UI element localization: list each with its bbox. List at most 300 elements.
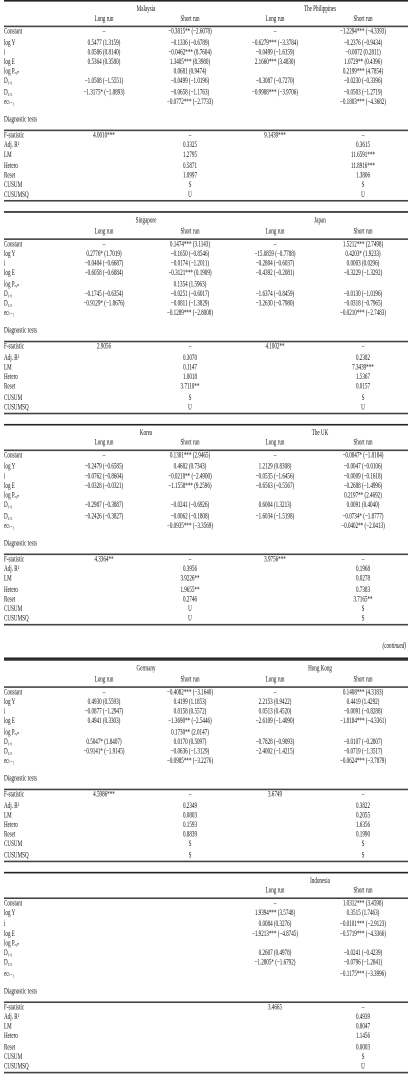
coef-cell: −1.1558*** (9.2596)	[168, 481, 212, 491]
diagnostic-heading: Diagnostic tests	[4, 767, 408, 791]
coef-row	[4, 299, 408, 309]
coef-row	[4, 38, 408, 48]
coef-cell: –	[273, 899, 277, 909]
col-short-run: Short run	[148, 674, 232, 686]
coef-row	[4, 687, 408, 698]
diag-label: LM	[4, 810, 12, 821]
diag-cell: U	[318, 191, 408, 202]
coef-cell: −0.2987 (−0.3887)	[84, 501, 124, 511]
coef-label: log Y	[4, 909, 16, 919]
col-short-run: Short run	[318, 227, 408, 239]
coef-row	[4, 97, 408, 107]
coef-cell: −0.0535 (−1.6456)	[255, 471, 295, 482]
coef-cell: −0.2688 (−1.4996)	[343, 481, 383, 491]
coef-cell: −0.0174 (−1.2011)	[170, 259, 210, 270]
coef-cell: 0.0586 (0.8140)	[87, 47, 121, 58]
diag-cell: –	[188, 790, 192, 801]
coef-cell: 0.4941 (0.3303)	[87, 717, 121, 727]
diagnostic-table	[4, 1003, 408, 1074]
coef-cell: 0.3515 (1.7463)	[346, 909, 380, 919]
coef-row	[4, 471, 408, 481]
diag-cell: 9.1439***	[264, 131, 286, 141]
coef-cell: −1.3690** (−2.5446)	[168, 717, 212, 727]
coef-cell: 0.5364 (0.3580)	[87, 57, 121, 68]
diag-cell: 3.9226**	[180, 574, 200, 585]
diag-cell	[60, 1052, 148, 1062]
coef-label: i	[4, 259, 6, 270]
coef-cell: −0.5719*** (−4.3366)	[339, 929, 387, 939]
diag-cell	[60, 575, 148, 585]
diag-cell	[60, 605, 148, 615]
diag-cell: –	[361, 790, 365, 801]
diag-cell	[232, 831, 318, 841]
coef-label: Constant	[4, 687, 23, 698]
diag-label: LM	[4, 362, 12, 373]
diag-cell: 0.7383	[355, 584, 370, 595]
coef-label: Constant	[4, 239, 23, 250]
diag-row	[4, 585, 408, 595]
diag-label: LM	[4, 151, 12, 161]
country-right: Japan	[232, 213, 408, 227]
coef-cell: –	[102, 451, 106, 462]
column-header-spacer	[4, 227, 60, 239]
diag-row	[4, 363, 408, 373]
coef-cell: −0.6279*** (−3.3784)	[251, 37, 299, 48]
diag-cell: 0.3325	[182, 141, 197, 151]
country-left: Singapore	[60, 213, 232, 227]
diag-cell: S	[148, 850, 232, 861]
diag-cell	[60, 161, 148, 171]
diag-label: Adj. R²	[4, 141, 20, 151]
coef-row	[4, 27, 408, 38]
diag-cell: S	[361, 840, 365, 851]
coef-label: log Y	[4, 249, 16, 260]
diag-cell	[232, 403, 318, 414]
diag-row	[4, 821, 408, 831]
diag-cell	[60, 373, 148, 383]
diag-label: Reset	[4, 382, 16, 393]
coef-cell	[232, 279, 318, 289]
diag-cell	[232, 1013, 318, 1023]
coef-cell: −0.0847* (−1.8184)	[342, 451, 384, 462]
coef-label: D₂,₁	[4, 511, 13, 521]
header-spacer	[4, 872, 60, 886]
coef-label: log E	[4, 717, 15, 727]
diagnostic-table	[4, 131, 408, 202]
coef-row	[4, 511, 408, 521]
diag-label: CUSUMSQ	[4, 403, 60, 414]
coef-cell	[60, 909, 148, 919]
coef-row	[4, 87, 408, 97]
coef-cell	[60, 521, 148, 531]
coef-cell: 1.0729** (0.4396)	[344, 57, 382, 68]
diag-row	[4, 831, 408, 841]
diagnostic-table	[4, 343, 408, 414]
coef-cell: −0.0251 (−0.6017)	[170, 289, 210, 299]
coef-cell	[232, 757, 318, 767]
coef-cell: −1.2805* (−1.6792)	[254, 958, 296, 969]
coef-cell: −1.6034 (−1.5198)	[255, 511, 295, 521]
coef-cell: –	[102, 687, 106, 698]
diag-cell	[60, 615, 148, 626]
coef-cell: −0.6563 (−0.5567)	[255, 481, 295, 491]
coef-row	[4, 929, 408, 939]
coef-cell: 0.2607 (0.4978)	[258, 948, 292, 959]
diag-row	[4, 161, 408, 171]
coef-label: ecₜ₋₁	[4, 521, 15, 531]
diag-cell	[60, 353, 148, 363]
diag-cell: S	[361, 180, 365, 191]
diag-cell	[232, 383, 318, 393]
coef-cell: −0.0734* (−1.8777)	[342, 511, 384, 521]
coef-cell: −0.1175*** (−3.3996)	[340, 968, 386, 979]
coef-cell: −0.3121*** (0.1909)	[168, 269, 212, 280]
panel-gap	[0, 414, 412, 424]
coef-cell: 0.0513 (0.4520)	[258, 707, 292, 717]
column-header-spacer	[4, 886, 60, 898]
coef-cell	[60, 899, 148, 910]
col-long-run: Long run	[60, 227, 148, 239]
coef-label: i	[4, 707, 6, 717]
diagnostic-heading: Diagnostic tests	[4, 979, 408, 1003]
col-empty	[60, 886, 148, 898]
diag-row	[4, 1042, 408, 1052]
diag-cell: 1.2795	[182, 151, 197, 161]
country-left: Malaysia	[60, 1, 232, 15]
diag-cell: –	[361, 554, 365, 565]
diag-cell	[148, 1023, 232, 1033]
diag-label: CUSUMSQ	[4, 615, 60, 626]
diag-cell	[232, 850, 318, 861]
coef-label: D₂,₁	[4, 958, 13, 969]
coef-cell: 1.0312*** (3.4598)	[342, 899, 384, 909]
coef-cell	[148, 969, 232, 979]
coef-cell: −0.0877 (−1.2947)	[84, 707, 124, 717]
coef-cell: 0.0681 (0.9474)	[173, 67, 207, 78]
coef-cell	[60, 279, 148, 289]
coef-cell: 0.0170 (0.5097)	[173, 737, 207, 747]
col-long-run: Long run	[232, 886, 318, 898]
diag-cell	[60, 1013, 148, 1023]
coef-cell: −0.0658 (−1.1763)	[170, 87, 210, 97]
diag-cell: 4.5986***	[93, 790, 115, 801]
coef-cell: −0.0218** (−2.4900)	[168, 471, 212, 482]
coef-row	[4, 717, 408, 727]
diag-row	[4, 1013, 408, 1023]
diag-label: F-statistic	[4, 131, 25, 141]
coef-cell: 0.4682 (0.7343)	[173, 461, 207, 472]
country-left: Korea	[60, 425, 232, 439]
diagnostic-heading: Diagnostic tests	[4, 531, 408, 555]
diag-label: Adj. R²	[4, 564, 20, 575]
continued-note: (continued)	[382, 642, 406, 652]
coef-cell	[60, 929, 148, 939]
coef-cell: −2.6109 (−1.4090)	[255, 717, 295, 727]
diag-cell: 3.7165**	[353, 594, 373, 605]
column-header-row	[4, 886, 408, 898]
diag-cell: 11.6591***	[350, 151, 375, 161]
coef-label: log Pₑ,ₙ	[4, 491, 20, 501]
column-header-row	[4, 674, 408, 686]
coef-cell: −0.0107 (−0.2807)	[343, 737, 383, 747]
coef-cell: −0.1289*** (−2.8008)	[166, 309, 214, 319]
diag-cell: 7.3439***	[352, 362, 374, 373]
diag-cell: S	[361, 1052, 365, 1062]
coef-cell: −0.1650 (−0.8546)	[170, 249, 210, 260]
diag-label: Hetero	[4, 820, 18, 831]
coef-cell	[318, 279, 408, 289]
coef-cell: −0.9141* (−1.9145)	[83, 747, 125, 757]
diag-cell	[60, 393, 148, 403]
coef-cell: −0.0230 (−0.3396)	[343, 77, 383, 88]
coef-cell: −0.9129* (−1.8676)	[83, 299, 125, 309]
coef-cell: −0.2804 (−0.6037)	[255, 259, 295, 270]
diag-cell: –	[188, 554, 192, 565]
diag-cell: U	[318, 1062, 408, 1073]
coef-label: log E	[4, 929, 15, 939]
country-header-row	[4, 872, 408, 886]
coef-cell: −1.9213*** (−4.8745)	[251, 929, 299, 939]
coef-cell: 0.4419 (1.4292)	[346, 697, 380, 708]
coef-cell: −0.1803*** (−4.3682)	[339, 97, 387, 107]
diag-row	[4, 353, 408, 363]
diag-cell: 0.8047	[355, 1022, 370, 1033]
diag-label: CUSUM	[4, 1052, 23, 1062]
coefficient-table	[4, 212, 408, 319]
diag-cell: 0.3956	[182, 564, 197, 575]
diag-cell: –	[361, 343, 365, 353]
coef-label: D₂,₁	[4, 299, 13, 309]
coef-row	[4, 58, 408, 68]
coef-label: log Pₑ,ₙ	[4, 727, 20, 737]
diag-row	[4, 840, 408, 850]
diag-cell: 0.2349	[182, 800, 197, 811]
coef-cell: −0.0241 (−0.4239)	[343, 948, 383, 959]
diag-label: Hetero	[4, 160, 18, 171]
coef-label: ecₜ₋₁	[4, 309, 15, 319]
diag-cell	[60, 171, 148, 181]
diag-cell	[232, 1062, 318, 1073]
diag-cell: 0.2382	[355, 353, 370, 363]
diag-cell: 0.0803	[182, 810, 197, 821]
diag-row	[4, 615, 408, 626]
diag-cell: 1.3806	[355, 170, 370, 181]
diag-cell: 0.1593	[182, 820, 197, 831]
coef-cell	[60, 919, 148, 929]
coef-label: log E	[4, 269, 15, 280]
column-header-spacer	[4, 438, 60, 450]
coef-cell: −0.7828 (−0.9093)	[255, 737, 295, 747]
coef-label: log Pₑ,ₙ	[4, 67, 20, 78]
panel-2	[0, 424, 412, 626]
diag-cell: –	[188, 343, 192, 353]
diag-cell: –	[361, 1002, 365, 1013]
coef-cell: −0.0462*** (8.7604)	[168, 47, 212, 58]
diag-label: LM	[4, 1022, 12, 1033]
coef-label: D₁,₁	[4, 948, 13, 959]
diag-cell: 3.4665	[267, 1002, 282, 1013]
diag-cell	[60, 821, 148, 831]
diag-cell: 1.1456	[355, 1032, 370, 1043]
coef-cell: −0.0636 (−1.3129)	[170, 747, 210, 757]
coef-cell	[232, 969, 318, 979]
diag-cell	[232, 141, 318, 151]
diagnostic-table	[4, 555, 408, 626]
coef-row	[4, 909, 408, 919]
coef-row	[4, 727, 408, 737]
coef-label: log Y	[4, 461, 16, 472]
coef-cell: 2.1660*** (3.4830)	[254, 57, 296, 68]
column-header-row	[4, 15, 408, 27]
coef-cell	[60, 97, 148, 107]
coef-cell	[148, 949, 232, 959]
coef-cell: 1.9394*** (3.5748)	[254, 909, 296, 919]
diag-cell: 4.1002**	[265, 343, 285, 353]
coef-cell: −1.6374 (−0.8459)	[255, 289, 295, 299]
coef-label: D₁,₁	[4, 737, 13, 747]
coef-label: log E	[4, 57, 15, 68]
coef-cell: –	[273, 239, 277, 250]
diag-cell	[148, 1042, 232, 1052]
diag-cell	[232, 181, 318, 191]
diag-row	[4, 1033, 408, 1043]
diag-row	[4, 575, 408, 585]
diag-row	[4, 373, 408, 383]
diag-cell: 1.5367	[355, 372, 370, 383]
coef-cell: −1.2294*** (−4.3393)	[339, 27, 387, 38]
diag-cell	[232, 363, 318, 373]
diag-cell	[232, 821, 318, 831]
diag-row	[4, 383, 408, 393]
diag-cell: –	[361, 131, 365, 141]
col-empty	[148, 886, 232, 898]
coef-row	[4, 969, 408, 979]
coef-row	[4, 697, 408, 707]
coef-cell: 0.4199 (1.1853)	[173, 697, 207, 708]
coef-cell: −0.0130 (−1.0196)	[343, 289, 383, 299]
diag-cell	[232, 1052, 318, 1062]
diag-cell: 0.3822	[355, 800, 370, 811]
diag-cell: 0.1968	[355, 564, 370, 575]
diagnostic-table	[4, 791, 408, 862]
coef-cell: 0.5047* (1.8407)	[86, 737, 122, 747]
coef-cell: –	[273, 27, 277, 38]
coef-cell: −0.6058 (−0.6884)	[84, 269, 124, 280]
coef-cell	[148, 929, 232, 939]
coef-cell: −0.0624*** (−3.7879)	[339, 756, 387, 767]
coef-cell: −0.0499 (−1.0196)	[170, 77, 210, 88]
coef-cell	[318, 727, 408, 737]
coef-cell: 0.1730** (2.0147)	[171, 727, 209, 737]
panel-4	[0, 872, 412, 1074]
diag-cell	[60, 383, 148, 393]
coef-cell: −0.0072 (0.2811)	[345, 47, 381, 58]
coef-row	[4, 279, 408, 289]
diag-cell	[148, 1003, 232, 1013]
coef-row	[4, 309, 408, 319]
diag-row	[4, 343, 408, 353]
diag-cell	[60, 811, 148, 821]
diag-row	[4, 595, 408, 605]
diag-cell: U	[148, 403, 232, 414]
diag-row	[4, 555, 408, 565]
diag-cell: 1.0018	[182, 372, 197, 383]
diag-cell: 3.6749	[267, 790, 282, 801]
diag-cell	[60, 840, 148, 850]
coef-cell: −0.0762 (−0.8604)	[84, 471, 124, 482]
diag-row	[4, 1052, 408, 1062]
diag-label: CUSUM	[4, 180, 23, 191]
coef-cell	[60, 757, 148, 767]
coef-cell: 0.1354 (1.5963)	[173, 279, 207, 290]
diag-cell: 1.9655**	[180, 584, 200, 595]
coef-cell: 1.3405*** (8.3980)	[169, 57, 211, 68]
coef-cell: −0.0047 (−0.0106)	[343, 461, 383, 472]
coef-cell	[60, 939, 148, 949]
diag-cell: 0.0003	[355, 1042, 370, 1053]
coef-cell: −0.0210*** (−2.7483)	[339, 309, 387, 319]
diag-label: F-statistic	[4, 554, 25, 565]
panel-0	[0, 0, 412, 202]
coef-cell: 0.2776* (1.7019)	[86, 249, 122, 260]
coef-cell: −0.0009 (−0.1618)	[343, 471, 383, 482]
coef-cell	[60, 969, 148, 979]
coef-cell: 0.2197** (2.4692)	[344, 491, 382, 501]
diag-row	[4, 403, 408, 414]
diag-label: F-statistic	[4, 343, 25, 353]
coef-cell: −0.3087 (−0.7270)	[255, 77, 295, 88]
panel-3	[0, 660, 412, 862]
diag-cell: U	[148, 191, 232, 202]
coef-cell: −0.0772*** (−2.7733)	[166, 97, 214, 107]
coef-row	[4, 737, 408, 747]
diag-cell	[232, 605, 318, 615]
coef-cell: –	[273, 451, 277, 462]
diag-cell	[232, 373, 318, 383]
coef-cell	[318, 939, 408, 949]
col-short-run: Short run	[318, 15, 408, 27]
diag-cell	[60, 181, 148, 191]
coef-cell	[232, 727, 318, 737]
diag-cell	[232, 1033, 318, 1043]
country-left: Germany	[60, 660, 232, 674]
coef-cell: −0.1336 (−0.6789)	[170, 37, 210, 48]
diag-label: Hetero	[4, 1032, 18, 1043]
coef-cell: −0.1745 (−0.6354)	[84, 289, 124, 299]
diag-label: Hetero	[4, 372, 18, 383]
col-long-run: Long run	[60, 438, 148, 450]
coef-cell: −0.0719 (−1.3517)	[343, 747, 383, 757]
coef-cell: 0.6004 (1.3213)	[258, 501, 292, 511]
diag-row	[4, 151, 408, 161]
diagnostic-heading: Diagnostic tests	[4, 107, 408, 131]
diag-cell	[232, 811, 318, 821]
diag-cell	[60, 151, 148, 161]
coefficient-table	[4, 0, 408, 107]
diag-cell: 0.4939	[355, 1012, 370, 1023]
diag-cell	[232, 171, 318, 181]
coef-cell	[60, 309, 148, 319]
coef-row	[4, 289, 408, 299]
coef-cell: –	[102, 27, 106, 38]
coef-cell: −0.0499 (−1.6159)	[255, 47, 295, 58]
coef-row	[4, 501, 408, 511]
coef-cell	[60, 959, 148, 969]
diag-cell	[60, 565, 148, 575]
coef-label: i	[4, 471, 6, 482]
coef-cell: −0.0091 (−0.8288)	[343, 707, 383, 717]
diag-row	[4, 791, 408, 801]
